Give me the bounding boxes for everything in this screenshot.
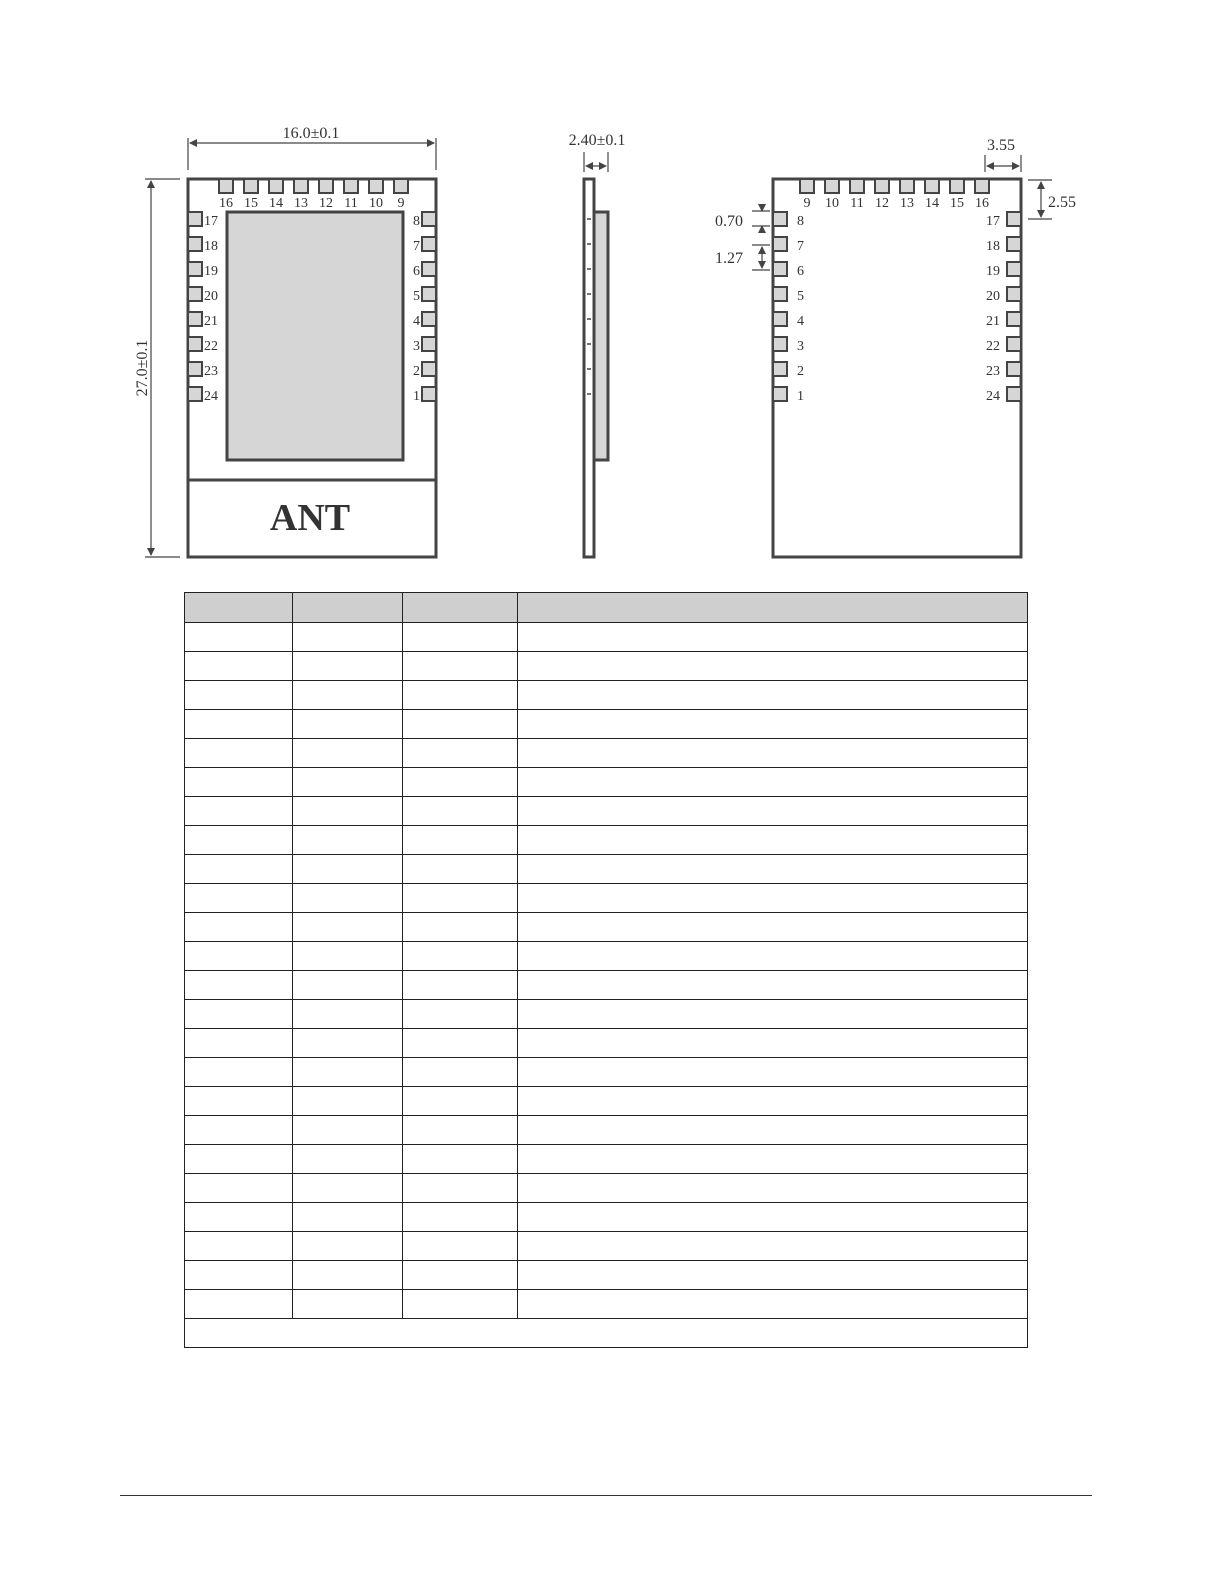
- table-cell: [185, 971, 293, 1000]
- table-cell: [185, 1145, 293, 1174]
- bottom-view-left-pad: [773, 287, 787, 301]
- top-view-top-pin-label: 16: [219, 196, 233, 211]
- top-view-right-pin-label: 2: [413, 364, 420, 379]
- shield-profile: [594, 212, 608, 460]
- table-cell: [403, 652, 518, 681]
- bottom-view-top-pin-label: 10: [825, 196, 839, 211]
- bottom-view-left-pad: [773, 337, 787, 351]
- table-cell: [403, 826, 518, 855]
- bottom-view-right-pad: [1007, 312, 1021, 326]
- top-view-left-pin-label: 24: [204, 389, 218, 404]
- top-view-top-pin-label: 9: [397, 196, 405, 211]
- top-view-right-pin-label: 7: [413, 239, 420, 254]
- table-cell: [518, 1058, 1028, 1087]
- table-cell: [293, 855, 403, 884]
- table-cell: [403, 768, 518, 797]
- table-row: [185, 768, 1028, 797]
- table-cell: [403, 913, 518, 942]
- table-row: [185, 1029, 1028, 1058]
- table-cell: [185, 768, 293, 797]
- table-cell: [185, 1261, 293, 1290]
- table-cell: [293, 797, 403, 826]
- table-cell: [518, 768, 1028, 797]
- top-view-top-pin-label: 12: [319, 196, 333, 211]
- table-row: [185, 1174, 1028, 1203]
- bottom-view-left-pin-label: 4: [797, 314, 804, 329]
- top-view-top-pad: [369, 179, 383, 193]
- table-row: [185, 1116, 1028, 1145]
- top-offset-label: 2.55: [1048, 194, 1076, 211]
- table-cell: [403, 623, 518, 652]
- top-view-left-pin-label: 22: [204, 339, 218, 354]
- top-view-left-pad: [188, 237, 202, 251]
- table-cell: [403, 1290, 518, 1319]
- table-cell: [403, 1174, 518, 1203]
- table-cell: [185, 884, 293, 913]
- table-cell: [185, 855, 293, 884]
- top-view-top-pad: [219, 179, 233, 193]
- bottom-view-right-pad: [1007, 362, 1021, 376]
- top-view-left-pin-label: 18: [204, 239, 218, 254]
- bottom-view-left-pad: [773, 312, 787, 326]
- table-cell: [185, 826, 293, 855]
- bottom-view: [715, 137, 1076, 557]
- table-row: [185, 1232, 1028, 1261]
- bottom-view-right-pin-label: 21: [986, 314, 1000, 329]
- top-view-left-pin-label: 19: [204, 264, 218, 279]
- table-cell: [403, 1029, 518, 1058]
- bottom-view-top-pad: [900, 179, 914, 193]
- table-cell: [518, 855, 1028, 884]
- table-cell: [293, 913, 403, 942]
- bottom-view-left-pad: [773, 262, 787, 276]
- table-cell: [293, 1203, 403, 1232]
- table-cell: [293, 1116, 403, 1145]
- width-dimension-label: 16.0±0.1: [282, 125, 340, 142]
- table-cell: [185, 710, 293, 739]
- header-cell: [185, 593, 293, 623]
- bottom-view-left-pad: [773, 362, 787, 376]
- top-view-top-pad: [344, 179, 358, 193]
- bottom-view-left-pin-label: 3: [797, 339, 804, 354]
- table-cell: [518, 1029, 1028, 1058]
- bottom-view-right-pad: [1007, 237, 1021, 251]
- bottom-view-top-pad: [875, 179, 889, 193]
- table-cell: [403, 1087, 518, 1116]
- top-view-right-pad: [422, 387, 436, 401]
- bottom-view-top-pad: [925, 179, 939, 193]
- table-cell: [403, 797, 518, 826]
- bottom-view-left-pin-label: 8: [797, 214, 804, 229]
- table-cell: [293, 826, 403, 855]
- bottom-view-right-pin-label: 22: [986, 339, 1000, 354]
- module-dimension-drawing: [0, 0, 1225, 590]
- bottom-view-top-pad: [950, 179, 964, 193]
- table-cell: [185, 1116, 293, 1145]
- top-view-top-pad: [319, 179, 333, 193]
- table-cell: [293, 739, 403, 768]
- top-view-right-pad: [422, 287, 436, 301]
- table-cell: [293, 1174, 403, 1203]
- table-cell: [185, 1000, 293, 1029]
- table-row: [185, 1087, 1028, 1116]
- bottom-view-right-pad: [1007, 387, 1021, 401]
- table-cell: [293, 1058, 403, 1087]
- bottom-view-right-pin-label: 17: [986, 214, 1000, 229]
- table-cell: [403, 1058, 518, 1087]
- bottom-view-left-pad: [773, 237, 787, 251]
- edge-offset-label: 3.55: [987, 137, 1015, 154]
- pad-width-label: 0.70: [715, 213, 743, 230]
- table-cell: [518, 739, 1028, 768]
- table-cell: [293, 1232, 403, 1261]
- table-cell: [293, 1087, 403, 1116]
- bottom-view-top-pad: [800, 179, 814, 193]
- table-cell: [185, 1232, 293, 1261]
- header-cell: [518, 593, 1028, 623]
- top-view-left-pad: [188, 212, 202, 226]
- thickness-label: 2.40±0.1: [568, 132, 626, 149]
- header-cell: [293, 593, 403, 623]
- height-dimension-label: 27.0±0.1: [134, 339, 151, 397]
- table-cell: [185, 797, 293, 826]
- table-row: [185, 826, 1028, 855]
- table-row: [185, 1203, 1028, 1232]
- bottom-view-top-pad: [850, 179, 864, 193]
- top-view-top-pin-label: 11: [344, 196, 358, 211]
- top-view-left-pin-label: 21: [204, 314, 218, 329]
- top-view-right-pin-label: 3: [413, 339, 420, 354]
- top-view-right-pad: [422, 212, 436, 226]
- table-cell: [518, 710, 1028, 739]
- top-view-top-pin-label: 14: [269, 196, 283, 211]
- table-row: [185, 681, 1028, 710]
- table-cell: [403, 681, 518, 710]
- table-cell: [518, 652, 1028, 681]
- table-cell: [403, 1232, 518, 1261]
- table-cell: [518, 1116, 1028, 1145]
- table-cell: [518, 1174, 1028, 1203]
- table-cell: [185, 1029, 293, 1058]
- table-cell: [403, 1261, 518, 1290]
- top-view-top-pin-label: 15: [244, 196, 258, 211]
- top-view-left-pad: [188, 262, 202, 276]
- bottom-view-top-pin-label: 13: [900, 196, 914, 211]
- bottom-view-right-pin-label: 18: [986, 239, 1000, 254]
- table-cell: [293, 768, 403, 797]
- top-view-left-pad: [188, 312, 202, 326]
- bottom-view-left-pin-label: 7: [797, 239, 804, 254]
- bottom-view-top-pad: [975, 179, 989, 193]
- top-view-left-pin-label: 17: [204, 214, 218, 229]
- table-cell: [518, 797, 1028, 826]
- bottom-view-top-pin-label: 9: [803, 196, 811, 211]
- table-cell: [518, 1261, 1028, 1290]
- bottom-view-right-pin-label: 20: [986, 289, 1000, 304]
- table-row: [185, 797, 1028, 826]
- bottom-view-right-pin-label: 19: [986, 264, 1000, 279]
- footer-divider: [120, 1495, 1092, 1496]
- table-row: [185, 710, 1028, 739]
- table-cell: [518, 681, 1028, 710]
- table-cell: [293, 1000, 403, 1029]
- table-cell: [518, 826, 1028, 855]
- bottom-view-left-pin-label: 5: [797, 289, 804, 304]
- table-row: [185, 739, 1028, 768]
- table-cell: [518, 1232, 1028, 1261]
- top-view-left-pin-label: 23: [204, 364, 218, 379]
- table-cell: [293, 942, 403, 971]
- table-cell: [185, 1174, 293, 1203]
- top-view-top-pad: [294, 179, 308, 193]
- bottom-view-top-pin-label: 11: [850, 196, 864, 211]
- table-row: [185, 971, 1028, 1000]
- shield-can: [227, 212, 403, 460]
- table-cell: [185, 1203, 293, 1232]
- bottom-view-top-pad: [825, 179, 839, 193]
- top-view-top-pad: [244, 179, 258, 193]
- bottom-view-left-pad: [773, 212, 787, 226]
- bottom-view-right-pin-label: 24: [986, 389, 1000, 404]
- table-row: [185, 942, 1028, 971]
- table-cell: [518, 913, 1028, 942]
- table-cell: [403, 1000, 518, 1029]
- table-row: [185, 1261, 1028, 1290]
- table-row: [185, 1058, 1028, 1087]
- top-view-top-pin-label: 10: [369, 196, 383, 211]
- top-view-left-pin-label: 20: [204, 289, 218, 304]
- top-view-right-pin-label: 5: [413, 289, 420, 304]
- table-cell: [185, 652, 293, 681]
- table-row: [185, 652, 1028, 681]
- table-note-row: [185, 1319, 1028, 1348]
- table-cell: [293, 971, 403, 1000]
- top-view-left-pad: [188, 362, 202, 376]
- table-cell: [403, 1116, 518, 1145]
- top-view-left-pad: [188, 287, 202, 301]
- table-row: [185, 913, 1028, 942]
- antenna-label: ANT: [269, 497, 351, 539]
- top-view-top-pin-label: 13: [294, 196, 308, 211]
- bottom-view-right-pad: [1007, 337, 1021, 351]
- table-cell: [518, 942, 1028, 971]
- table-cell: [185, 681, 293, 710]
- bottom-view-left-pin-label: 2: [797, 364, 804, 379]
- table-cell: [293, 710, 403, 739]
- table-cell: [185, 1290, 293, 1319]
- table-cell: [518, 1290, 1028, 1319]
- top-view-right-pad: [422, 262, 436, 276]
- bottom-view-left-pin-label: 1: [797, 389, 804, 404]
- table-cell: [403, 971, 518, 1000]
- top-view-right-pin-label: 1: [413, 389, 420, 404]
- table-cell: [293, 1145, 403, 1174]
- top-view: [134, 125, 436, 557]
- table-note: [185, 1319, 1028, 1348]
- bottom-view-left-pin-label: 6: [797, 264, 804, 279]
- top-view-right-pad: [422, 337, 436, 351]
- table-cell: [293, 1261, 403, 1290]
- top-view-left-pad: [188, 337, 202, 351]
- table-cell: [518, 1145, 1028, 1174]
- top-view-right-pin-label: 8: [413, 214, 420, 229]
- top-view-right-pin-label: 6: [413, 264, 420, 279]
- table-cell: [518, 623, 1028, 652]
- bottom-view-top-pin-label: 16: [975, 196, 989, 211]
- table-cell: [293, 1290, 403, 1319]
- side-view: [569, 132, 626, 557]
- table-cell: [185, 1087, 293, 1116]
- bottom-view-right-pin-label: 23: [986, 364, 1000, 379]
- table-cell: [403, 884, 518, 913]
- table-cell: [403, 942, 518, 971]
- top-view-right-pin-label: 4: [413, 314, 420, 329]
- table-cell: [293, 623, 403, 652]
- bottom-view-right-pad: [1007, 287, 1021, 301]
- table-row: [185, 623, 1028, 652]
- top-view-top-pad: [269, 179, 283, 193]
- table-cell: [293, 1029, 403, 1058]
- table-cell: [518, 1203, 1028, 1232]
- table-cell: [185, 913, 293, 942]
- bottom-view-right-pad: [1007, 262, 1021, 276]
- table-row: [185, 1145, 1028, 1174]
- table-row: [185, 855, 1028, 884]
- table-cell: [518, 1000, 1028, 1029]
- table-cell: [293, 652, 403, 681]
- table-cell: [403, 855, 518, 884]
- bottom-view-top-pin-label: 15: [950, 196, 964, 211]
- table-cell: [293, 681, 403, 710]
- header-cell: [403, 593, 518, 623]
- bottom-view-top-pin-label: 12: [875, 196, 889, 211]
- bottom-view-top-pin-label: 14: [925, 196, 939, 211]
- top-view-right-pad: [422, 362, 436, 376]
- pin-definition-table: [184, 592, 1028, 1348]
- bottom-view-left-pad: [773, 387, 787, 401]
- table-cell: [518, 884, 1028, 913]
- bottom-view-right-pad: [1007, 212, 1021, 226]
- table-cell: [403, 739, 518, 768]
- top-view-left-pad: [188, 387, 202, 401]
- table-row: [185, 1000, 1028, 1029]
- table-row: [185, 884, 1028, 913]
- pitch-label: 1.27: [715, 250, 743, 267]
- table-cell: [403, 710, 518, 739]
- table-cell: [185, 739, 293, 768]
- table-cell: [403, 1203, 518, 1232]
- table-cell: [185, 623, 293, 652]
- table-cell: [293, 884, 403, 913]
- top-view-top-pad: [394, 179, 408, 193]
- table-cell: [518, 1087, 1028, 1116]
- top-view-right-pad: [422, 237, 436, 251]
- table-header-row: [185, 593, 1028, 623]
- top-view-right-pad: [422, 312, 436, 326]
- table-cell: [185, 942, 293, 971]
- table-cell: [185, 1058, 293, 1087]
- table-row: [185, 1290, 1028, 1319]
- table-cell: [403, 1145, 518, 1174]
- table-cell: [518, 971, 1028, 1000]
